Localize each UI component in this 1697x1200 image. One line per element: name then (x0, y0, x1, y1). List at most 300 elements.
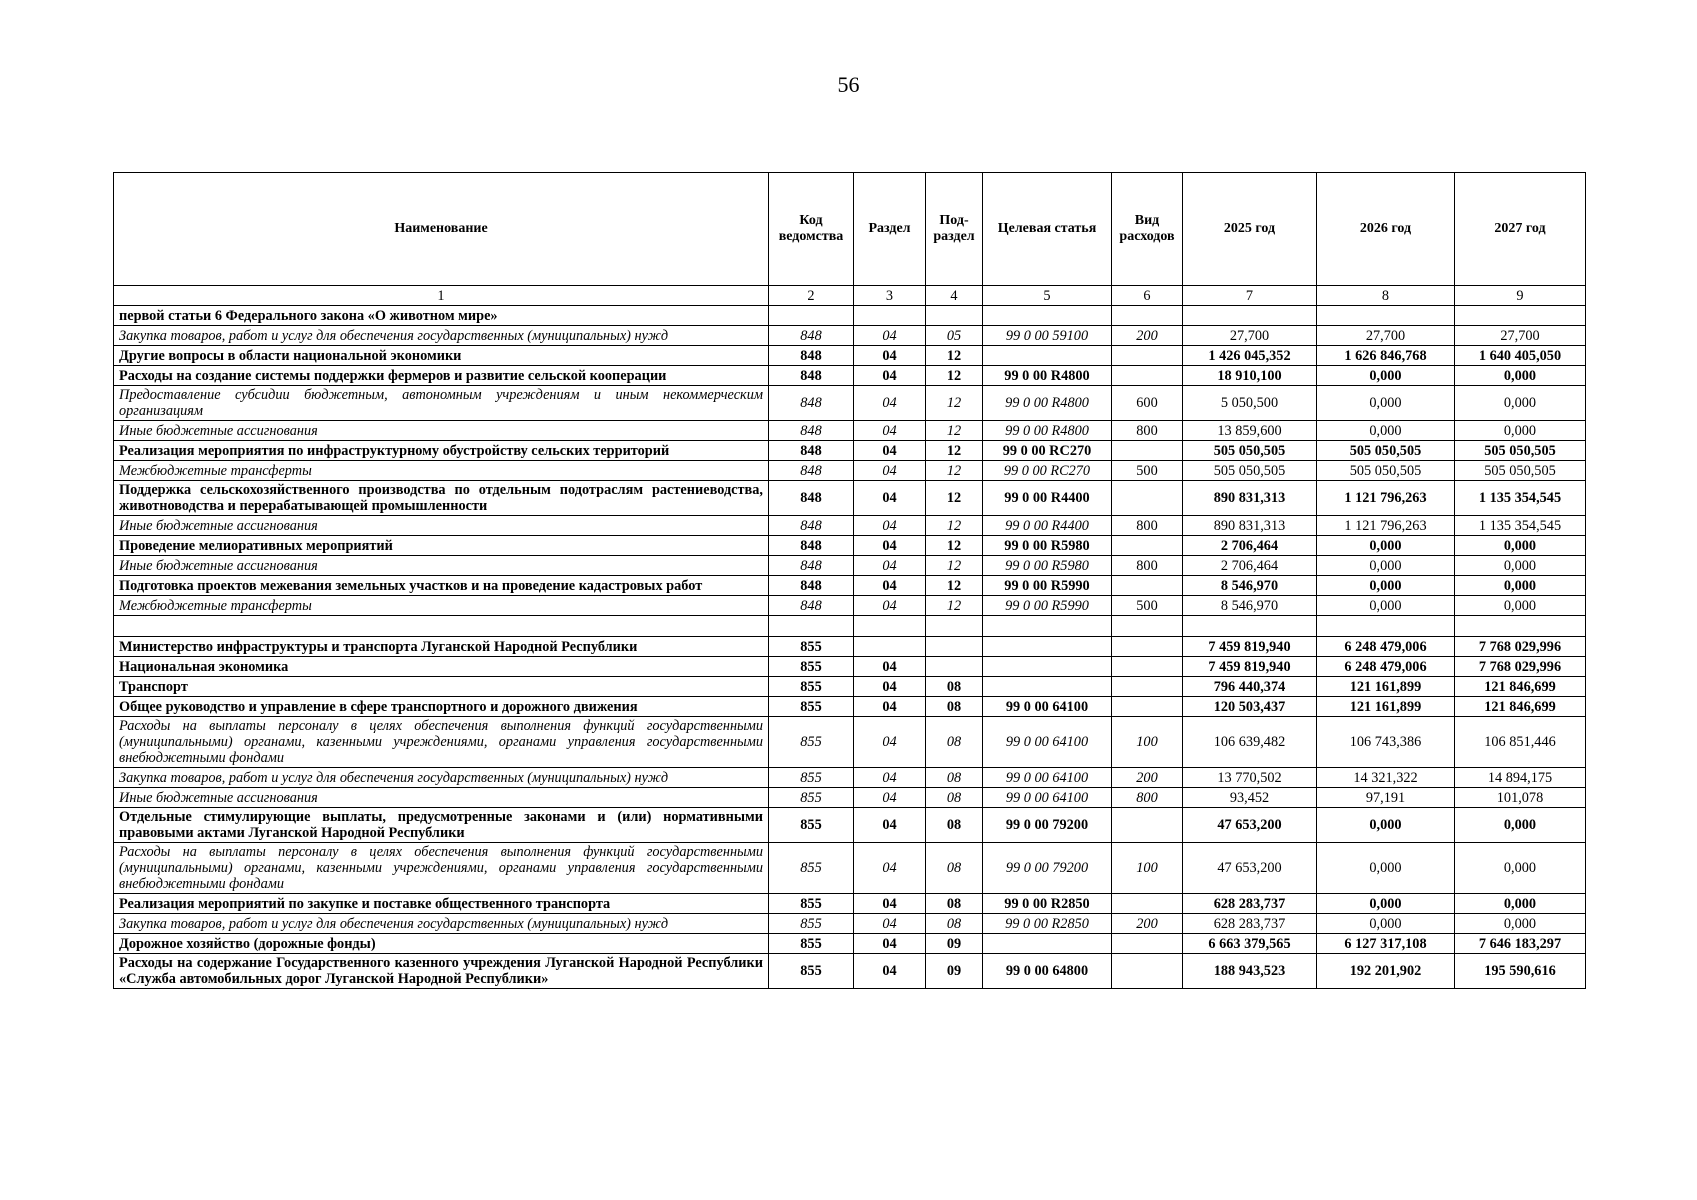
cell-subsection (926, 637, 983, 657)
header-row (114, 173, 1586, 286)
cell-vid (1112, 346, 1183, 366)
cell-y2027: 505 050,505 (1455, 441, 1586, 461)
cell-vid (1112, 441, 1183, 461)
cell-y2027: 0,000 (1455, 556, 1586, 576)
cell-code: 848 (769, 556, 854, 576)
cell-vid: 500 (1112, 461, 1183, 481)
cell-subsection: 08 (926, 808, 983, 843)
cell-vid: 500 (1112, 596, 1183, 616)
table-row (114, 516, 1586, 536)
cell-section: 04 (854, 934, 926, 954)
cell-vid (1112, 808, 1183, 843)
cell-y2027: 7 768 029,996 (1455, 637, 1586, 657)
cell-article: 99 0 00 R2850 (983, 894, 1112, 914)
cell-article (983, 657, 1112, 677)
cell-subsection (926, 616, 983, 637)
cell-vid: 100 (1112, 717, 1183, 768)
cell-y2026: 0,000 (1317, 556, 1455, 576)
cell-name: Закупка товаров, работ и услуг для обеспечения государственных (муниципальных) нужд (114, 326, 769, 346)
cell-y2027: 101,078 (1455, 788, 1586, 808)
cell-subsection: 08 (926, 894, 983, 914)
cell-vid (1112, 954, 1183, 989)
cell-section: 04 (854, 441, 926, 461)
cell-subsection: 12 (926, 421, 983, 441)
cell-name: Поддержка сельскохозяйственного производства по отдельным подотраслям растениеводства, животноводства и перерабатывающей промышленности (114, 481, 769, 516)
cell-section: 04 (854, 536, 926, 556)
cell-subsection: 08 (926, 717, 983, 768)
cell-y2025: 505 050,505 (1183, 461, 1317, 481)
cell-y2027 (1455, 306, 1586, 326)
cell-subsection: 12 (926, 596, 983, 616)
cell-y2026: 121 161,899 (1317, 697, 1455, 717)
cell-y2025: 628 283,737 (1183, 894, 1317, 914)
cell-y2025: 8 546,970 (1183, 596, 1317, 616)
cell-subsection: 12 (926, 481, 983, 516)
cell-y2026: 1 121 796,263 (1317, 516, 1455, 536)
cell-y2026: 97,191 (1317, 788, 1455, 808)
cell-code: 855 (769, 934, 854, 954)
cell-y2025: 796 440,374 (1183, 677, 1317, 697)
cell-code: 855 (769, 808, 854, 843)
cell-y2027: 1 135 354,545 (1455, 481, 1586, 516)
cell-name: Предоставление субсидии бюджетным, автономным учреждениям и иным некоммерческим организациям (114, 386, 769, 421)
cell-section: 04 (854, 596, 926, 616)
cell-y2025: 2 706,464 (1183, 536, 1317, 556)
cell-y2027: 1 640 405,050 (1455, 346, 1586, 366)
header-2025: 2025 год (1183, 173, 1317, 286)
cell-y2027 (1455, 616, 1586, 637)
cell-name: Реализация мероприятия по инфраструктурному обустройству сельских территорий (114, 441, 769, 461)
cell-vid (1112, 306, 1183, 326)
table-row (114, 914, 1586, 934)
cell-vid: 800 (1112, 516, 1183, 536)
cell-y2027: 27,700 (1455, 326, 1586, 346)
cell-y2025: 2 706,464 (1183, 556, 1317, 576)
cell-vid (1112, 616, 1183, 637)
cell-y2025: 7 459 819,940 (1183, 637, 1317, 657)
cell-y2025: 188 943,523 (1183, 954, 1317, 989)
header-article: Целевая статья (983, 173, 1112, 286)
table-row (114, 326, 1586, 346)
cell-name: Закупка товаров, работ и услуг для обеспечения государственных (муниципальных) нужд (114, 914, 769, 934)
cell-y2026: 0,000 (1317, 843, 1455, 894)
table-row (114, 677, 1586, 697)
table-row (114, 894, 1586, 914)
cell-article: 99 0 00 79200 (983, 843, 1112, 894)
cell-subsection: 05 (926, 326, 983, 346)
cell-vid (1112, 697, 1183, 717)
cell-y2025: 120 503,437 (1183, 697, 1317, 717)
cell-y2025: 13 859,600 (1183, 421, 1317, 441)
cell-y2027: 7 768 029,996 (1455, 657, 1586, 677)
cell-y2025: 5 050,500 (1183, 386, 1317, 421)
cell-y2026: 0,000 (1317, 596, 1455, 616)
cell-section: 04 (854, 481, 926, 516)
cell-y2027: 1 135 354,545 (1455, 516, 1586, 536)
cell-y2026: 0,000 (1317, 808, 1455, 843)
table-row (114, 616, 1586, 637)
cell-y2027: 0,000 (1455, 596, 1586, 616)
cell-y2027: 106 851,446 (1455, 717, 1586, 768)
table-row (114, 717, 1586, 768)
column-number: 4 (926, 286, 983, 306)
cell-y2025: 47 653,200 (1183, 808, 1317, 843)
cell-section: 04 (854, 808, 926, 843)
cell-article: 99 0 00 R5980 (983, 556, 1112, 576)
table-row (114, 556, 1586, 576)
table-row (114, 441, 1586, 461)
cell-subsection: 09 (926, 954, 983, 989)
cell-name: Иные бюджетные ассигнования (114, 788, 769, 808)
cell-subsection: 12 (926, 556, 983, 576)
cell-vid (1112, 934, 1183, 954)
table-row (114, 808, 1586, 843)
cell-y2027: 0,000 (1455, 366, 1586, 386)
cell-code: 855 (769, 894, 854, 914)
cell-y2026: 121 161,899 (1317, 677, 1455, 697)
header-subsection: Под-раздел (926, 173, 983, 286)
cell-vid (1112, 894, 1183, 914)
column-number: 8 (1317, 286, 1455, 306)
cell-article: 99 0 00 64100 (983, 768, 1112, 788)
cell-subsection: 09 (926, 934, 983, 954)
cell-y2026: 505 050,505 (1317, 441, 1455, 461)
cell-vid (1112, 637, 1183, 657)
cell-article: 99 0 00 R2850 (983, 914, 1112, 934)
cell-code: 848 (769, 441, 854, 461)
cell-vid: 200 (1112, 326, 1183, 346)
cell-vid: 800 (1112, 421, 1183, 441)
cell-code: 848 (769, 386, 854, 421)
cell-subsection: 08 (926, 677, 983, 697)
table-row (114, 697, 1586, 717)
table-row (114, 954, 1586, 989)
cell-y2026: 1 121 796,263 (1317, 481, 1455, 516)
table-row (114, 657, 1586, 677)
cell-y2025: 890 831,313 (1183, 481, 1317, 516)
cell-name: Закупка товаров, работ и услуг для обеспечения государственных (муниципальных) нужд (114, 768, 769, 788)
cell-article: 99 0 00 R5990 (983, 576, 1112, 596)
cell-article (983, 616, 1112, 637)
cell-y2026: 27,700 (1317, 326, 1455, 346)
cell-code: 855 (769, 768, 854, 788)
cell-y2027: 0,000 (1455, 536, 1586, 556)
column-number: 6 (1112, 286, 1183, 306)
page-number: 56 (837, 72, 860, 97)
cell-code: 855 (769, 657, 854, 677)
cell-y2025: 13 770,502 (1183, 768, 1317, 788)
cell-y2025: 106 639,482 (1183, 717, 1317, 768)
table-row (114, 768, 1586, 788)
header-name: Наименование (114, 173, 769, 286)
cell-y2026 (1317, 616, 1455, 637)
cell-vid: 600 (1112, 386, 1183, 421)
table-row (114, 306, 1586, 326)
cell-y2027: 0,000 (1455, 894, 1586, 914)
cell-section: 04 (854, 768, 926, 788)
cell-y2025: 505 050,505 (1183, 441, 1317, 461)
cell-y2026: 0,000 (1317, 386, 1455, 421)
table-row (114, 346, 1586, 366)
cell-vid (1112, 657, 1183, 677)
cell-section: 04 (854, 788, 926, 808)
cell-y2026: 14 321,322 (1317, 768, 1455, 788)
cell-name: Иные бюджетные ассигнования (114, 421, 769, 441)
table-row (114, 596, 1586, 616)
cell-y2027: 0,000 (1455, 576, 1586, 596)
cell-y2027: 121 846,699 (1455, 677, 1586, 697)
cell-code (769, 306, 854, 326)
cell-section (854, 637, 926, 657)
cell-subsection: 08 (926, 843, 983, 894)
table-row (114, 934, 1586, 954)
cell-code: 848 (769, 326, 854, 346)
cell-article: 99 0 00 R5990 (983, 596, 1112, 616)
cell-section (854, 616, 926, 637)
cell-article (983, 637, 1112, 657)
cell-name: Министерство инфраструктуры и транспорта Луганской Народной Республики (114, 637, 769, 657)
cell-article: 99 0 00 64100 (983, 788, 1112, 808)
cell-section: 04 (854, 556, 926, 576)
column-number: 1 (114, 286, 769, 306)
cell-article (983, 306, 1112, 326)
column-number: 9 (1455, 286, 1586, 306)
cell-name: Иные бюджетные ассигнования (114, 556, 769, 576)
cell-article: 99 0 00 R4400 (983, 481, 1112, 516)
cell-y2027: 0,000 (1455, 843, 1586, 894)
cell-name: Проведение мелиоративных мероприятий (114, 536, 769, 556)
cell-section: 04 (854, 697, 926, 717)
cell-code: 848 (769, 576, 854, 596)
cell-vid: 200 (1112, 768, 1183, 788)
cell-subsection: 12 (926, 461, 983, 481)
cell-subsection: 12 (926, 576, 983, 596)
cell-name: Реализация мероприятий по закупке и поставке общественного транспорта (114, 894, 769, 914)
table-row (114, 576, 1586, 596)
cell-y2027: 121 846,699 (1455, 697, 1586, 717)
cell-article: 99 0 00 R5980 (983, 536, 1112, 556)
cell-name: Межбюджетные трансферты (114, 461, 769, 481)
cell-y2025: 6 663 379,565 (1183, 934, 1317, 954)
cell-y2026: 6 127 317,108 (1317, 934, 1455, 954)
cell-name: Расходы на содержание Государственного казенного учреждения Луганской Народной Республики «Служба автомобильных дорог Луганской Народной Республики» (114, 954, 769, 989)
cell-name: Транспорт (114, 677, 769, 697)
cell-section: 04 (854, 954, 926, 989)
cell-vid (1112, 576, 1183, 596)
header-code: Код ведомства (769, 173, 854, 286)
cell-y2025: 890 831,313 (1183, 516, 1317, 536)
cell-subsection: 12 (926, 516, 983, 536)
cell-y2025: 18 910,100 (1183, 366, 1317, 386)
cell-y2025: 7 459 819,940 (1183, 657, 1317, 677)
cell-article: 99 0 00 79200 (983, 808, 1112, 843)
cell-vid (1112, 677, 1183, 697)
cell-section: 04 (854, 421, 926, 441)
cell-code: 855 (769, 637, 854, 657)
cell-article (983, 677, 1112, 697)
cell-section: 04 (854, 346, 926, 366)
cell-section (854, 306, 926, 326)
cell-code: 848 (769, 481, 854, 516)
table-row (114, 481, 1586, 516)
cell-article: 99 0 00 R4800 (983, 386, 1112, 421)
cell-code: 848 (769, 366, 854, 386)
cell-section: 04 (854, 366, 926, 386)
column-number: 7 (1183, 286, 1317, 306)
cell-section: 04 (854, 843, 926, 894)
cell-name: Национальная экономика (114, 657, 769, 677)
cell-y2026: 0,000 (1317, 576, 1455, 596)
cell-y2025: 27,700 (1183, 326, 1317, 346)
table-row (114, 366, 1586, 386)
cell-article: 99 0 00 R4800 (983, 421, 1112, 441)
cell-y2027: 7 646 183,297 (1455, 934, 1586, 954)
cell-subsection (926, 657, 983, 677)
cell-name: Расходы на выплаты персоналу в целях обеспечения выполнения функций государственными (муниципальными) органами, казенными учреждениями, органами управления государственными внебюджетными фондами (114, 843, 769, 894)
header-vid: Вид расходов (1112, 173, 1183, 286)
cell-code: 848 (769, 346, 854, 366)
cell-y2027: 0,000 (1455, 421, 1586, 441)
cell-subsection: 12 (926, 536, 983, 556)
table-body (114, 306, 1586, 989)
cell-article (983, 346, 1112, 366)
cell-y2027: 14 894,175 (1455, 768, 1586, 788)
cell-y2025: 47 653,200 (1183, 843, 1317, 894)
cell-article (983, 934, 1112, 954)
cell-vid (1112, 366, 1183, 386)
cell-subsection (926, 306, 983, 326)
cell-y2027: 0,000 (1455, 914, 1586, 934)
cell-section: 04 (854, 657, 926, 677)
cell-vid (1112, 481, 1183, 516)
cell-y2025: 628 283,737 (1183, 914, 1317, 934)
cell-y2025 (1183, 306, 1317, 326)
header-section: Раздел (854, 173, 926, 286)
cell-code: 855 (769, 717, 854, 768)
cell-y2027: 0,000 (1455, 386, 1586, 421)
cell-y2025: 93,452 (1183, 788, 1317, 808)
cell-y2025: 1 426 045,352 (1183, 346, 1317, 366)
cell-article: 99 0 00 R4800 (983, 366, 1112, 386)
cell-code: 848 (769, 536, 854, 556)
cell-y2026: 0,000 (1317, 421, 1455, 441)
cell-name: Отдельные стимулирующие выплаты, предусмотренные законами и (или) нормативными правовыми актами Луганской Народной Республики (114, 808, 769, 843)
cell-name: Межбюджетные трансферты (114, 596, 769, 616)
column-number-row (114, 286, 1586, 306)
cell-name: Расходы на создание системы поддержки фермеров и развитие сельской кооперации (114, 366, 769, 386)
cell-y2026 (1317, 306, 1455, 326)
cell-code: 855 (769, 954, 854, 989)
cell-section: 04 (854, 914, 926, 934)
cell-article: 99 0 00 64100 (983, 697, 1112, 717)
table-row (114, 843, 1586, 894)
cell-subsection: 08 (926, 697, 983, 717)
table-row (114, 637, 1586, 657)
cell-name: Иные бюджетные ассигнования (114, 516, 769, 536)
header-2027: 2027 год (1455, 173, 1586, 286)
header-2026: 2026 год (1317, 173, 1455, 286)
cell-code: 848 (769, 461, 854, 481)
cell-code (769, 616, 854, 637)
cell-name: Расходы на выплаты персоналу в целях обеспечения выполнения функций государственными (муниципальными) органами, казенными учреждениями, органами управления государственными внебюджетными фондами (114, 717, 769, 768)
cell-y2026: 0,000 (1317, 536, 1455, 556)
cell-y2025 (1183, 616, 1317, 637)
cell-section: 04 (854, 717, 926, 768)
cell-code: 855 (769, 788, 854, 808)
cell-article: 99 0 00 R4400 (983, 516, 1112, 536)
cell-y2026: 1 626 846,768 (1317, 346, 1455, 366)
cell-y2026: 6 248 479,006 (1317, 637, 1455, 657)
cell-subsection: 12 (926, 386, 983, 421)
cell-y2027: 0,000 (1455, 808, 1586, 843)
cell-code: 855 (769, 843, 854, 894)
cell-article: 99 0 00 64100 (983, 717, 1112, 768)
cell-section: 04 (854, 677, 926, 697)
cell-section: 04 (854, 894, 926, 914)
cell-article: 99 0 00 59100 (983, 326, 1112, 346)
cell-y2026: 0,000 (1317, 366, 1455, 386)
cell-y2026: 0,000 (1317, 914, 1455, 934)
cell-code: 855 (769, 697, 854, 717)
cell-name: первой статьи 6 Федерального закона «О животном мире» (114, 306, 769, 326)
cell-article: 99 0 00 RC270 (983, 461, 1112, 481)
cell-section: 04 (854, 516, 926, 536)
cell-y2026: 505 050,505 (1317, 461, 1455, 481)
cell-code: 855 (769, 914, 854, 934)
cell-article: 99 0 00 64800 (983, 954, 1112, 989)
column-number: 5 (983, 286, 1112, 306)
cell-vid: 100 (1112, 843, 1183, 894)
cell-name: Другие вопросы в области национальной экономики (114, 346, 769, 366)
cell-section: 04 (854, 386, 926, 421)
cell-vid: 200 (1112, 914, 1183, 934)
cell-subsection: 08 (926, 788, 983, 808)
cell-section: 04 (854, 326, 926, 346)
cell-y2026: 192 201,902 (1317, 954, 1455, 989)
table-row (114, 536, 1586, 556)
cell-vid (1112, 536, 1183, 556)
cell-name (114, 616, 769, 637)
cell-y2026: 106 743,386 (1317, 717, 1455, 768)
cell-subsection: 12 (926, 366, 983, 386)
budget-table (113, 172, 1586, 989)
cell-code: 848 (769, 421, 854, 441)
cell-vid: 800 (1112, 788, 1183, 808)
cell-subsection: 08 (926, 768, 983, 788)
cell-y2027: 505 050,505 (1455, 461, 1586, 481)
table-row (114, 788, 1586, 808)
cell-section: 04 (854, 576, 926, 596)
cell-y2027: 195 590,616 (1455, 954, 1586, 989)
cell-y2026: 6 248 479,006 (1317, 657, 1455, 677)
table-row (114, 386, 1586, 421)
cell-code: 848 (769, 516, 854, 536)
cell-subsection: 08 (926, 914, 983, 934)
cell-section: 04 (854, 461, 926, 481)
cell-y2025: 8 546,970 (1183, 576, 1317, 596)
cell-name: Дорожное хозяйство (дорожные фонды) (114, 934, 769, 954)
cell-subsection: 12 (926, 346, 983, 366)
column-number: 2 (769, 286, 854, 306)
cell-code: 855 (769, 677, 854, 697)
cell-name: Общее руководство и управление в сфере транспортного и дорожного движения (114, 697, 769, 717)
table-row (114, 461, 1586, 481)
column-number: 3 (854, 286, 926, 306)
cell-article: 99 0 00 RC270 (983, 441, 1112, 461)
table-row (114, 421, 1586, 441)
cell-code: 848 (769, 596, 854, 616)
cell-subsection: 12 (926, 441, 983, 461)
